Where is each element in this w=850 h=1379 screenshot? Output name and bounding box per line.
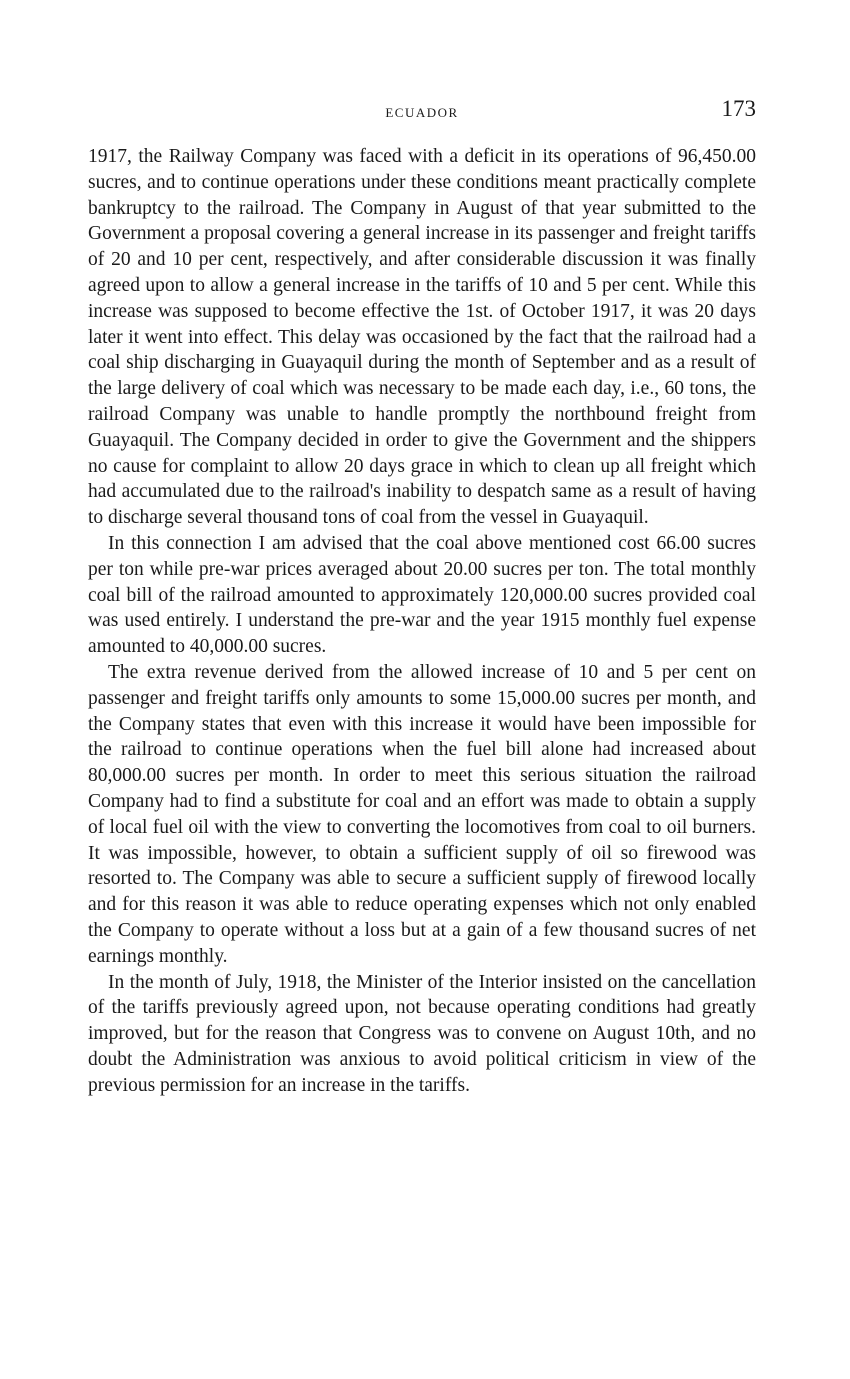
paragraph-tariff-cancellation: In the month of July, 1918, the Minister of the Interior insisted on the cancellation of the tariffs previously agreed upon, not because operating conditions had greatly improved, but for the reason that Congress was to convene on August 10th, and no doubt the Administration was anxious to avoid political criticism in view of the previous permission for an increase in the tariffs.	[88, 971, 756, 1096]
body-text	[88, 144, 756, 1098]
running-title: ECUADOR	[385, 105, 459, 120]
paragraph-extra-revenue: The extra revenue derived from the allowed increase of 10 and 5 per cent on passenger and freight tariffs only amounts to some 15,000.00 sucres per month, and the Company states that even with this increase it would have been impossible for the railroad to continue operations when the fuel bill alone had increased about 80,000.00 sucres per month. In order to meet this serious situation the railroad Company had to find a substitute for coal and an effort was made to obtain a supply of local fuel oil with the view to converting the locomotives from coal to oil burners. It was impossible, however, to obtain a sufficient supply of oil so firewood was resorted to. The Company was able to secure a sufficient supply of firewood locally and for this reason it was able to reduce operating expenses which not only enabled the Company to operate without a loss but at a gain of a few thousand sucres of net earnings monthly.	[88, 661, 756, 967]
page-number: 173	[721, 96, 756, 121]
document-page	[88, 96, 756, 1098]
running-header	[88, 96, 756, 128]
paragraph-coal-cost: In this connection I am advised that the coal above mentioned cost 66.00 sucres per ton while pre-war prices averaged about 20.00 sucres per ton. The total monthly coal bill of the railroad amounted to approximately 120,000.00 sucres provided coal was used entirely. I understand the pre-war and the year 1915 monthly fuel expense amounted to 40,000.00 sucres.	[88, 532, 756, 658]
paragraph-continuation: 1917, the Railway Company was faced with a deficit in its operations of 96,450.00 sucres, and to continue operations under these conditions meant practically complete bankruptcy to the railroad. The Company in August of that year submitted to the Government a proposal covering a general increase in its passenger and freight tariffs of 20 and 10 per cent, respectively, and after considerable discussion it was finally agreed upon to allow a general increase in the tariffs of 10 and 5 per cent. While this increase was supposed to become effective the 1st. of October 1917, it was 20 days later it went into effect. This delay was occasioned by the fact that the railroad had a coal ship discharging in Guayaquil during the month of September and as a result of the large delivery of coal which was necessary to be made each day, i.e., 60 tons, the railroad Company was unable to handle promptly the northbound freight from Guayaquil. The Company decided in order to give the Government and the shippers no cause for complaint to allow 20 days grace in which to clean up all freight which had accumulated due to the railroad's inability to despatch same as a result of having to discharge several thousand tons of coal from the vessel in Guayaquil.	[88, 146, 756, 529]
